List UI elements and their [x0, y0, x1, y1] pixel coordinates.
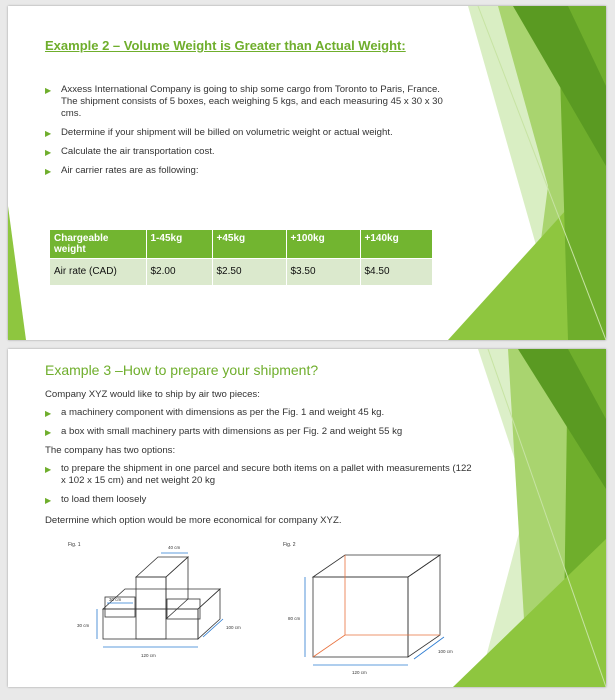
slide-title: Example 3 –How to prepare your shipment?: [45, 362, 319, 378]
table-header: +45kg: [212, 230, 286, 259]
bullet-arrow-icon: ▶: [45, 409, 52, 418]
options-list: [45, 463, 475, 506]
dimension-label: 120 cm: [352, 670, 367, 675]
dimension-label: 100 cm: [438, 649, 453, 654]
question-text: Determine which option would be more economical for company XYZ.: [45, 515, 342, 526]
dimension-label: 100 cm: [226, 625, 241, 630]
list-item: ▶ a box with small machinery parts with dimensions as per Fig. 2 and weight 55 kg: [45, 426, 403, 437]
table-cell: $3.50: [286, 259, 360, 285]
bullet-arrow-icon: ▶: [45, 428, 52, 437]
list-item: ▶ Calculate the air transportation cost.: [45, 146, 215, 157]
list-item: ▶ Determine if your shipment will be billed on volumetric weight or actual weight.: [45, 127, 393, 138]
table-row: [50, 259, 432, 285]
dimension-lines: [305, 577, 444, 665]
table-cell: $2.50: [212, 259, 286, 285]
table-cell: $4.50: [360, 259, 432, 285]
table-header: Chargeable weight: [50, 230, 146, 259]
options-intro-text: The company has two options:: [45, 445, 176, 456]
dimension-label: 40 cm: [168, 545, 181, 550]
slide-example-2: [8, 6, 606, 340]
bullet-arrow-icon: ▶: [45, 86, 52, 95]
table-cell: Air rate (CAD): [50, 259, 146, 285]
intro-text: Company XYZ would like to ship by air two pieces:: [45, 389, 260, 400]
dimension-label: 30 cm: [77, 623, 90, 628]
table-header: 1-45kg: [146, 230, 212, 259]
bullet-list: [45, 84, 445, 184]
bullet-arrow-icon: ▶: [45, 167, 52, 176]
table-cell: $2.00: [146, 259, 212, 285]
bullet-arrow-icon: ▶: [45, 129, 52, 138]
box-drawing: [313, 555, 440, 657]
pieces-list: [45, 407, 485, 438]
list-item: ▶ a machinery component with dimensions as per the Fig. 1 and weight 45 kg.: [45, 407, 385, 418]
list-item: ▶ to load them loosely: [45, 494, 147, 505]
table-header: +140kg: [360, 230, 432, 259]
bullet-arrow-icon: ▶: [45, 465, 52, 474]
dimension-label: 30 cm: [109, 597, 122, 602]
dimension-label: 120 cm: [141, 653, 156, 658]
figure-1-machinery-component: [63, 537, 273, 667]
figure-label: Fig. 1: [68, 542, 81, 548]
bullet-arrow-icon: ▶: [45, 148, 52, 157]
slide-example-3: [8, 349, 606, 687]
slide-title: Example 2 – Volume Weight is Greater than Actual Weight:: [45, 38, 406, 53]
list-item: ▶ Axxess International Company is going to ship some cargo from Toronto to Paris, France. The shipment consists of 5 boxes, each weighing 5 kgs, and each measuring 45 x 30 x 30 cms.: [45, 84, 443, 119]
dimension-label: 80 cm: [288, 616, 301, 621]
list-item: ▶ to prepare the shipment in one parcel and secure both items on a pallet with measurements (122 x 102 x 15 cm) and net weight 20 kg: [45, 463, 472, 486]
figure-2-box: [278, 537, 468, 677]
table-header: +100kg: [286, 230, 360, 259]
bullet-arrow-icon: ▶: [45, 496, 52, 505]
box-hidden-edges: [313, 555, 440, 657]
air-rate-table: [50, 230, 433, 285]
list-item: ▶ Air carrier rates are as following:: [45, 165, 199, 176]
figure-label: Fig. 2: [283, 542, 296, 548]
table-header-row: [50, 230, 432, 259]
